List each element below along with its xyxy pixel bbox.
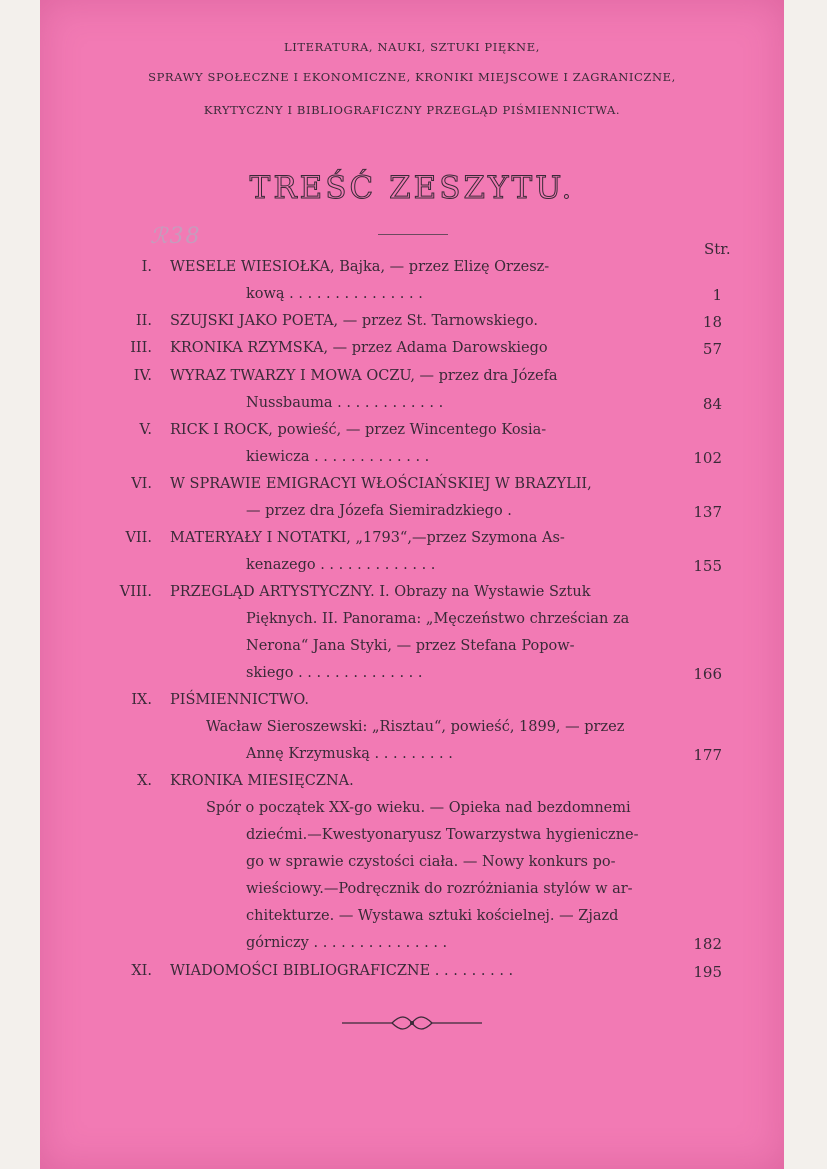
entry-line: skiego . . . . . . . . . . . . . . — [246, 665, 423, 681]
entry-line: kową . . . . . . . . . . . . . . . — [246, 286, 423, 302]
entry-page: 195 — [693, 963, 722, 981]
entry-numeral: IV. — [133, 368, 152, 384]
magazine-page — [40, 0, 784, 1169]
entry-numeral: II. — [135, 313, 152, 329]
entry-page: 1 — [712, 286, 722, 304]
entry-page: 177 — [693, 746, 722, 764]
entry-line: Nerona“ Jana Styki, — przez Stefana Popow- — [246, 638, 575, 654]
entry-line: Nussbauma . . . . . . . . . . . . — [246, 395, 444, 411]
entry-line: kenazego . . . . . . . . . . . . . — [246, 557, 436, 573]
entry-numeral: VII. — [125, 530, 152, 546]
entry-line: WIADOMOŚCI BIBLIOGRAFICZNE . . . . . . . . . — [170, 963, 514, 979]
page-title: TREŚĆ ZESZYTU. — [249, 170, 575, 206]
entry-numeral: I. — [141, 259, 152, 275]
entry-numeral: X. — [137, 773, 152, 789]
entry-line: Spór o początek XX-go wieku. — Opieka nad bezdomnemi — [206, 800, 631, 816]
entry-line: KRONIKA RZYMSKA, — przez Adama Darowskiego — [170, 340, 548, 356]
entry-line: SZUJSKI JAKO POETA, — przez St. Tarnowskiego. — [170, 313, 538, 329]
entry-page: 18 — [702, 313, 722, 331]
entry-page: 84 — [702, 395, 722, 413]
entry-line: chitekturze. — Wystawa sztuki kościelnej. — Zjazd — [246, 908, 619, 924]
entry-line: wieściowy.—Podręcznik do rozróżniania stylów w ar- — [246, 881, 633, 897]
entry-line: WESELE WIESIOŁKA, Bajka, — przez Elizę Orzesz- — [170, 259, 550, 275]
entry-line: KRONIKA MIESIĘCZNA. — [170, 773, 354, 789]
entry-line: go w sprawie czystości ciała. — Nowy konkurs po- — [246, 854, 616, 870]
entry-page: 166 — [693, 665, 722, 683]
entry-numeral: XI. — [131, 963, 152, 979]
header-line-3: KRYTYCZNY I BIBLIOGRAFICZNY PRZEGLĄD PIŚMIENNICTWA. — [203, 103, 621, 117]
entry-numeral: V. — [139, 422, 152, 438]
entry-line: kiewicza . . . . . . . . . . . . . — [246, 449, 430, 465]
ornament-divider-icon — [340, 1014, 484, 1032]
entry-line: WYRAZ TWARZY I MOWA OCZU, — przez dra Józefa — [170, 368, 558, 384]
entry-line: W SPRAWIE EMIGRACYI WŁOŚCIAŃSKIEJ W BRAZYLII, — [170, 476, 592, 492]
entry-line: PRZEGLĄD ARTYSTYCZNY. I. Obrazy na Wystawie Sztuk — [170, 584, 591, 600]
entry-numeral: VI. — [131, 476, 152, 492]
entry-page: 182 — [693, 935, 722, 953]
entry-line: górniczy . . . . . . . . . . . . . . . — [246, 935, 448, 951]
entry-page: 102 — [693, 449, 722, 467]
header-line-2: SPRAWY SPOŁECZNE I EKONOMICZNE, KRONIKI MIEJSCOWE I ZAGRANICZNE, — [148, 70, 676, 84]
library-stamp: ℛ38 — [150, 224, 202, 249]
entry-line: Pięknych. II. Panorama: „Męczeństwo chrześcian za — [246, 611, 630, 627]
entry-line: PIŚMIENNICTWO. — [170, 692, 309, 708]
entry-page: 57 — [702, 340, 722, 358]
entry-line: Wacław Sieroszewski: „Risztau“, powieść, 1899, — przez — [206, 719, 625, 735]
entry-numeral: III. — [130, 340, 152, 356]
entry-line: Annę Krzymuską . . . . . . . . . — [246, 746, 453, 762]
entry-line: MATERYAŁY I NOTATKI, „1793“,—przez Szymona As- — [170, 530, 565, 546]
entry-page: 137 — [693, 503, 722, 521]
entry-line: dziećmi.—Kwestyonaryusz Towarzystwa hygieniczne- — [246, 827, 639, 843]
header-line-1: LITERATURA, NAUKI, SZTUKI PIĘKNE, — [284, 40, 540, 54]
page-column-label: Str. — [704, 240, 731, 258]
entry-numeral: VIII. — [119, 584, 152, 600]
entry-line: RICK I ROCK, powieść, — przez Wincentego Kosia- — [170, 422, 547, 438]
entry-page: 155 — [693, 557, 722, 575]
entry-numeral: IX. — [131, 692, 152, 708]
title-rule — [378, 234, 448, 235]
entry-line: — przez dra Józefa Siemiradzkiego . — [246, 503, 512, 519]
